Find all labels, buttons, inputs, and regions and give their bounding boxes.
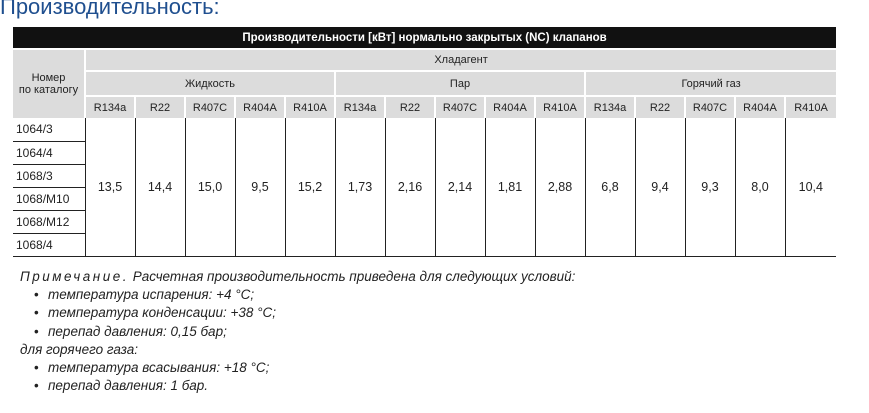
condition-text: перепад давления: 1 бар. (48, 378, 209, 394)
condition-item (20, 286, 575, 304)
refrigerant-cell: R404A (485, 96, 535, 118)
refrigerant-cell: R407C (685, 96, 735, 118)
notes-block (20, 268, 575, 395)
bullet-icon: • (34, 305, 39, 321)
bullet-icon: • (34, 378, 39, 394)
catalog-number-cell: 1068/3 (13, 164, 85, 187)
value-cell: 15,0 (185, 118, 235, 256)
refrigerant-cell: R410A (785, 96, 836, 118)
value-cell: 6,8 (585, 118, 635, 256)
catalog-number-cell: 1068/4 (16, 237, 53, 252)
refrigerant-cell: R407C (185, 96, 235, 118)
group-header-liquid: Жидкость (85, 71, 335, 96)
header-row-groups (13, 71, 836, 96)
condition-text: температура испарения: +4 °С; (48, 287, 255, 303)
value-cell: 1,73 (335, 118, 385, 256)
hot-gas-label: для горячего газа: (20, 341, 138, 357)
table-row (13, 118, 836, 141)
refrigerant-cell: R404A (235, 96, 285, 118)
refrigerant-header: Хладагент (85, 49, 836, 71)
table-title: Производительности [кВт] нормально закрытых (NC) клапанов (13, 27, 836, 49)
condition-text: перепад давления: 0,15 бар; (48, 323, 227, 339)
refrigerant-cell: R404A (735, 96, 785, 118)
value-cell: 14,4 (135, 118, 185, 256)
value-cell: 1,81 (485, 118, 535, 256)
table-title-row (13, 27, 836, 49)
condition-item (20, 377, 575, 395)
refrigerant-cell: R22 (135, 96, 185, 118)
performance-table (13, 27, 836, 257)
value-cell: 2,88 (535, 118, 585, 256)
refrigerant-cell: R410A (285, 96, 335, 118)
group-header-vapor: Пар (335, 71, 585, 96)
condition-item (20, 359, 575, 377)
value-cell: 9,5 (235, 118, 285, 256)
value-cell: 2,16 (385, 118, 435, 256)
refrigerant-cell: R22 (635, 96, 685, 118)
header-row-refrigerants (13, 96, 836, 118)
catalog-number-cell: 1068/M10 (13, 187, 85, 210)
condition-item (20, 323, 575, 341)
catalog-header-line1: Номер (31, 72, 66, 84)
value-cell: 10,4 (785, 118, 836, 256)
refrigerant-cell: R407C (435, 96, 485, 118)
header-row-refrigerant (13, 49, 836, 71)
catalog-number-header (13, 49, 85, 118)
catalog-number-cell: 1064/3 (13, 118, 85, 141)
table-bottom-rule (13, 256, 836, 257)
note-text: Расчетная производительность приведена для следующих условий: (129, 269, 576, 284)
refrigerant-cell: R134a (85, 96, 135, 118)
value-cell: 15,2 (285, 118, 335, 256)
group-header-hot-gas: Горячий газ (585, 71, 836, 96)
refrigerant-cell: R134a (585, 96, 635, 118)
condition-text: температура конденсации: +38 °С; (48, 305, 277, 321)
value-cell: 2,14 (435, 118, 485, 256)
value-cell: 8,0 (735, 118, 785, 256)
bullet-icon: • (34, 323, 39, 339)
catalog-number-cell: 1064/4 (13, 141, 85, 164)
bullet-icon: • (34, 287, 39, 303)
condition-text: температура всасывания: +18 °С; (48, 360, 270, 376)
note-line (20, 268, 575, 286)
value-cell: 9,3 (685, 118, 735, 256)
value-cell: 13,5 (85, 118, 135, 256)
catalog-number-cell: 1068/M12 (13, 210, 85, 233)
refrigerant-cell: R22 (385, 96, 435, 118)
bullet-icon: • (34, 360, 39, 376)
refrigerant-cell: R410A (535, 96, 585, 118)
page-heading: Производительность: (0, 0, 220, 19)
note-label: Примечание. (20, 269, 129, 284)
catalog-header-line2: по каталогу (18, 84, 79, 96)
refrigerant-cell: R134a (335, 96, 385, 118)
value-cell: 9,4 (635, 118, 685, 256)
condition-item (20, 304, 575, 322)
